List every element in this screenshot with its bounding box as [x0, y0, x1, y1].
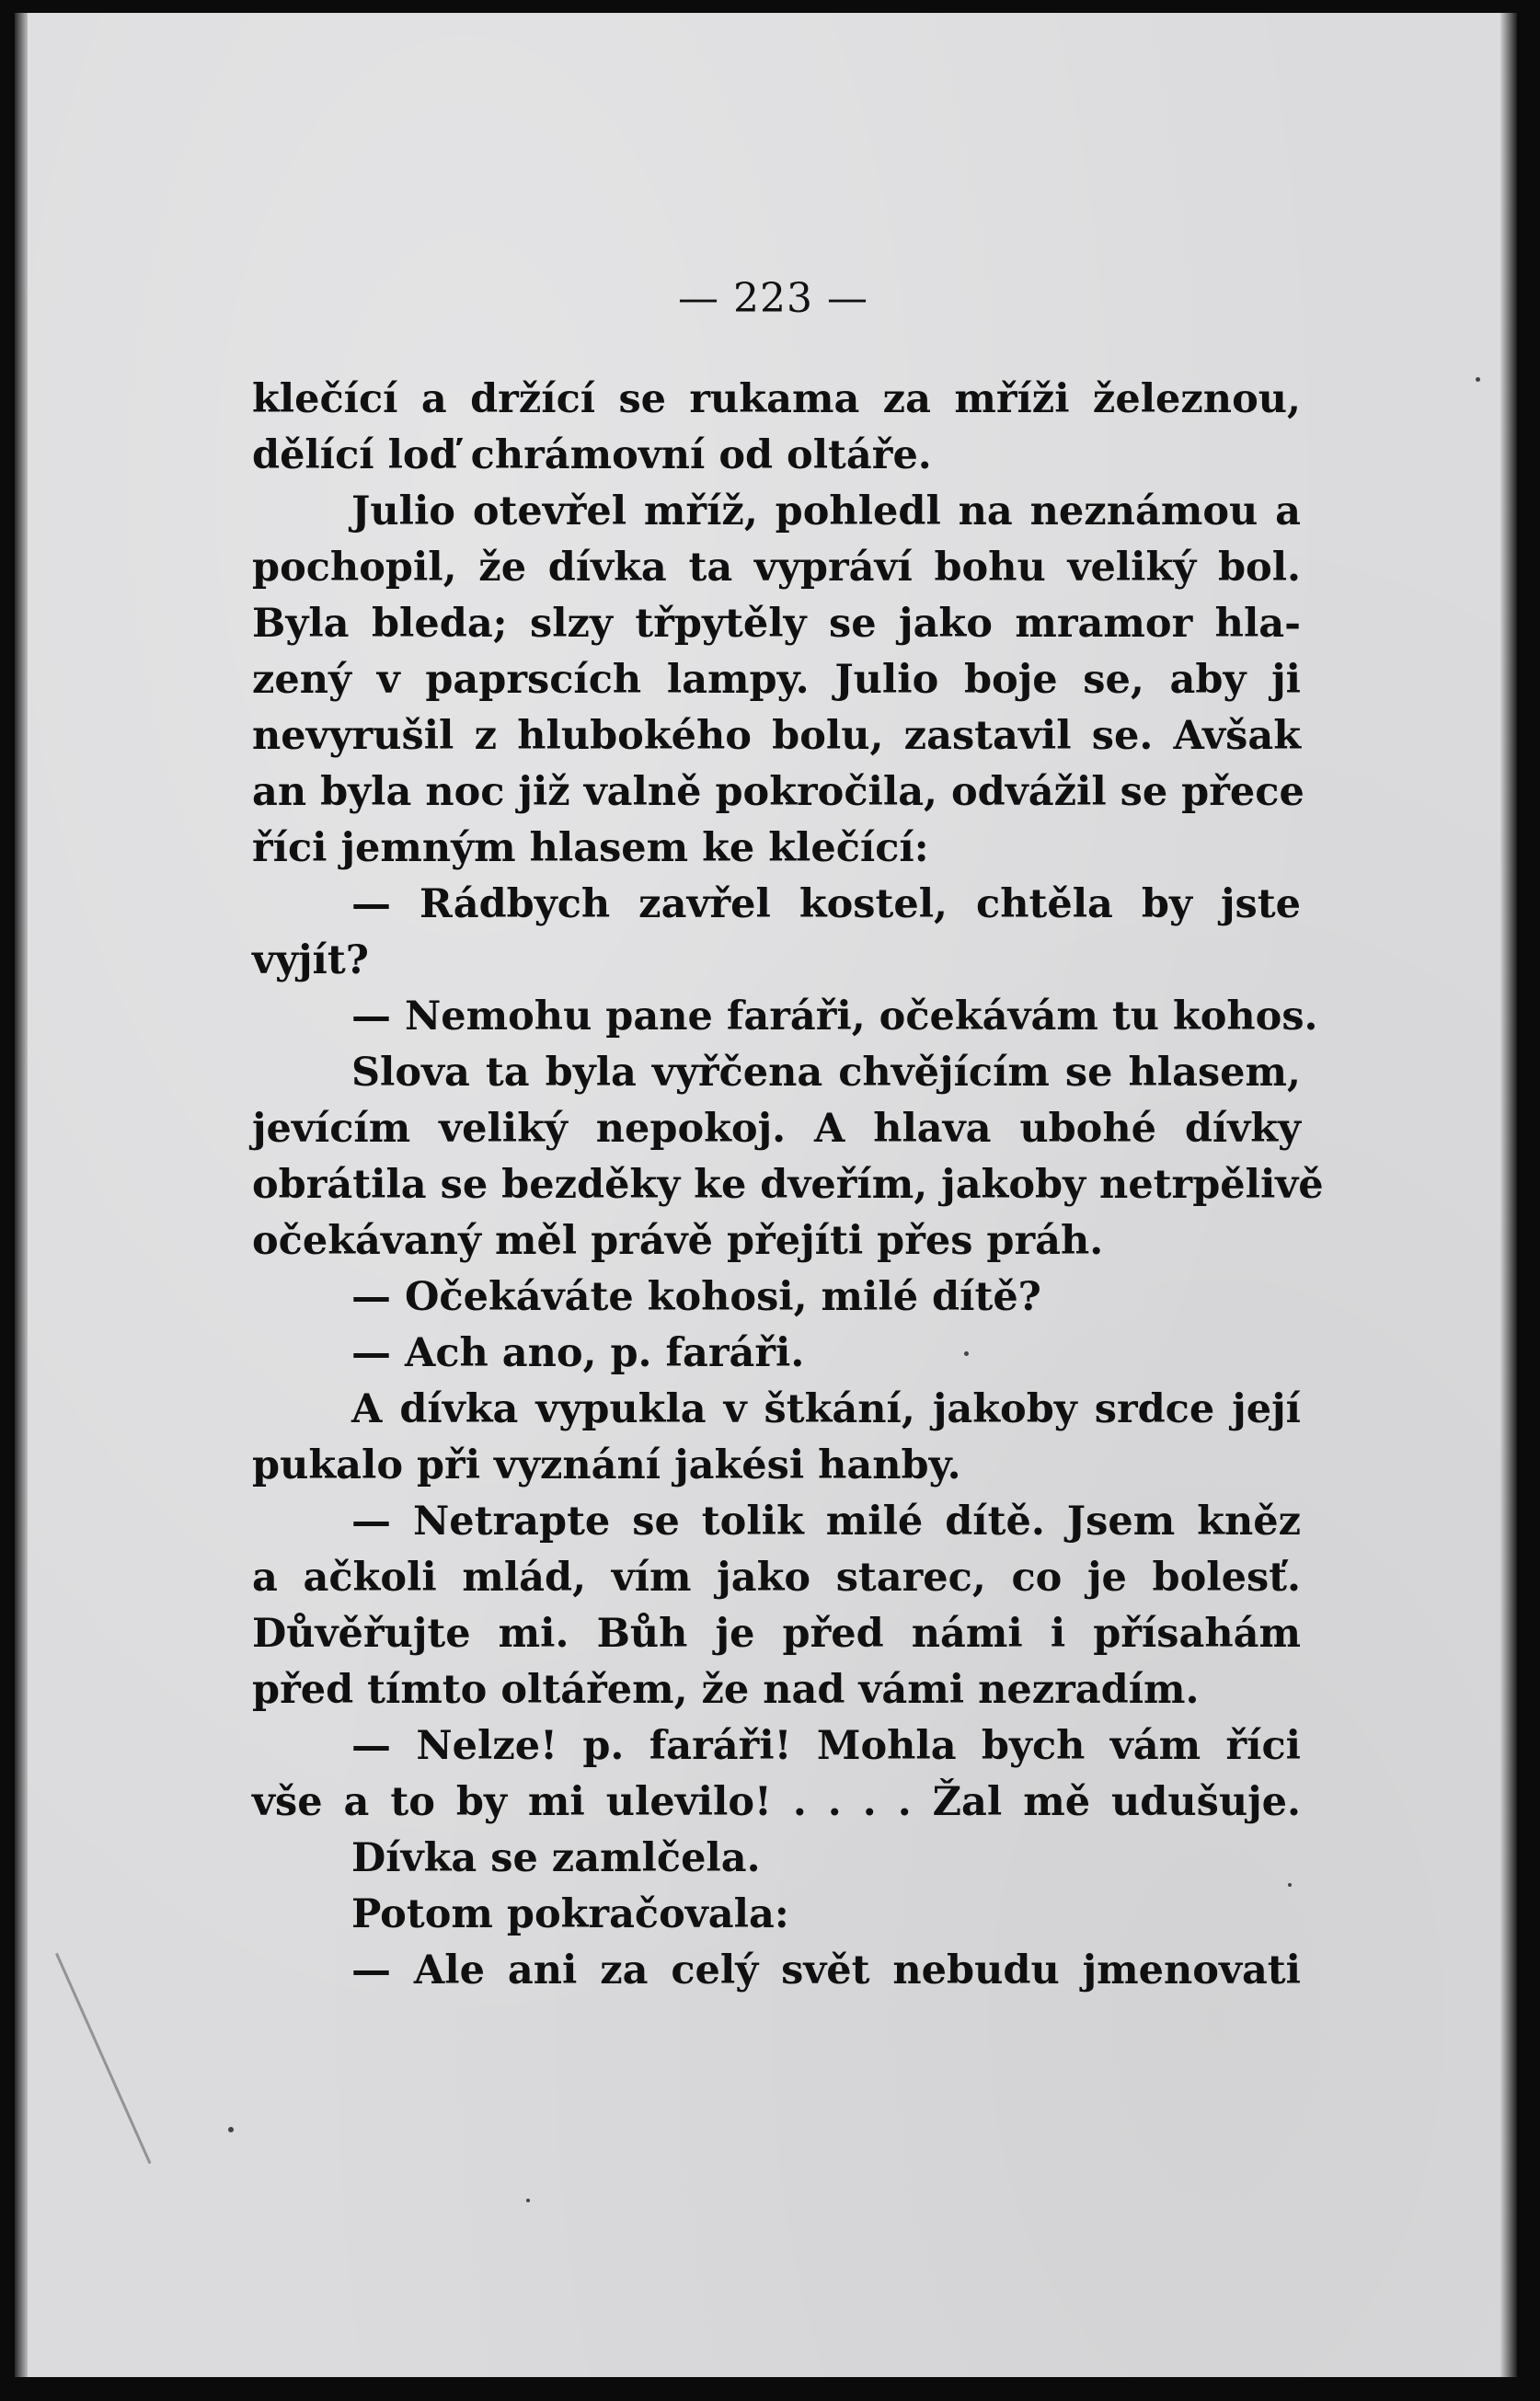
text-line: vyjít? [252, 937, 369, 983]
paper-speck [228, 2127, 234, 2132]
text-line: — Nemohu pane faráři, očekávám tu kohos. [351, 994, 1318, 1040]
text-line: — Ach ano, p. faráři. [351, 1330, 805, 1376]
paper-speck [526, 2199, 530, 2202]
text-line: A dívka vypukla v štkání, jakoby srdce její [351, 1386, 1301, 1432]
page-number: — 223 — [678, 275, 868, 322]
paper-speck [964, 1351, 969, 1356]
text-line: nevyrušil z hlubokého bolu, zastavil se. Avšak [252, 713, 1301, 759]
text-line: Dívka se zamlčela. [351, 1835, 761, 1881]
text-line: dělící loď chrámovní od oltáře. [252, 432, 932, 478]
text-line: vše a to by mi ulevilo! . . . . Žal mě udušuje. [252, 1779, 1301, 1825]
text-line: Byla bleda; slzy třpytěly se jako mramor hla- [252, 601, 1301, 647]
text-line: Slova ta byla vyřčena chvějícím se hlasem, [351, 1050, 1301, 1096]
text-line: říci jemným hlasem ke klečící: [252, 825, 929, 871]
text-line: — Rádbych zavřel kostel, chtěla by jste [351, 881, 1301, 927]
text-line: a ačkoli mlád, vím jako starec, co je bolesť. [252, 1555, 1301, 1601]
text-line: obrátila se bezděky ke dveřím, jakoby netrpělivě [252, 1162, 1324, 1208]
text-line: — Očekáváte kohosi, milé dítě? [351, 1274, 1041, 1320]
text-line: zený v paprscích lampy. Julio boje se, aby ji [252, 657, 1301, 703]
body-text [252, 372, 1324, 1999]
text-line: pochopil, že dívka ta vypráví bohu veliký bol. [252, 545, 1301, 591]
paper-scratch-mark [55, 1953, 151, 2165]
text-line: Julio otevřel mříž, pohledl na neznámou a [351, 488, 1301, 534]
text-line: před tímto oltářem, že nad vámi nezradím. [252, 1667, 1200, 1713]
book-page [15, 13, 1517, 2377]
text-line: an byla noc již valně pokročila, odvážil se přece [252, 769, 1304, 815]
text-line: Potom pokračovala: [351, 1891, 789, 1937]
text-line: — Netrapte se tolik milé dítě. Jsem kněz [351, 1499, 1301, 1545]
text-line: jevícím veliký nepokoj. A hlava ubohé dívky [252, 1106, 1301, 1152]
text-line: — Ale ani za celý svět nebudu jmenovati [351, 1947, 1301, 1993]
text-line: — Nelze! p. faráři! Mohla bych vám říci [351, 1723, 1301, 1769]
text-line: Důvěřujte mi. Bůh je před námi i přísahám [252, 1611, 1301, 1657]
paper-speck [1476, 377, 1480, 382]
text-line: klečící a držící se rukama za mříži železnou, [252, 376, 1301, 422]
paper-speck [1288, 1883, 1292, 1887]
text-line: pukalo při vyznání jakési hanby. [252, 1442, 961, 1488]
page-left-edge-shadow [15, 13, 28, 2377]
text-line: očekávaný měl právě přejíti přes práh. [252, 1218, 1104, 1264]
page-right-edge-shadow [1500, 13, 1517, 2377]
